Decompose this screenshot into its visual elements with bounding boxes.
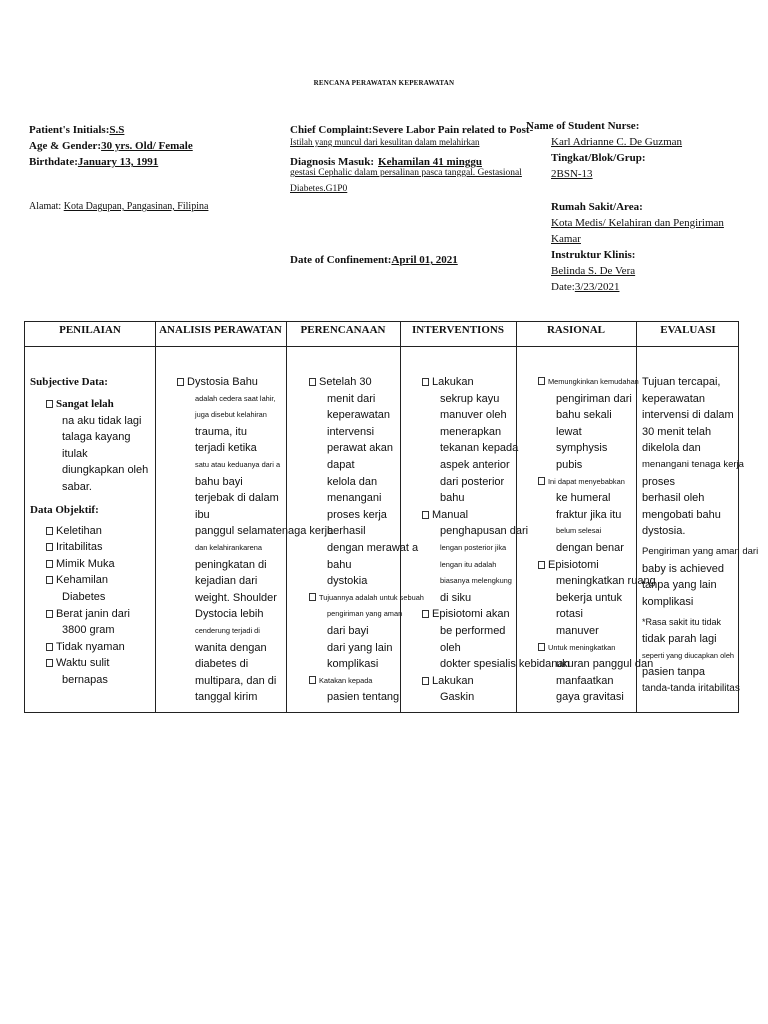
header-interventions: INTERVENTIONS (412, 324, 504, 336)
rasional-line: Ini dapat menyebabkan (538, 474, 656, 491)
header-penilaian: PENILAIAN (59, 324, 121, 336)
confinement-value: April 01, 2021 (391, 254, 458, 266)
level-value: 2BSN-13 (551, 168, 593, 180)
evaluasi-cell (642, 374, 758, 697)
interventions-line: lengan itu adalah (440, 559, 497, 569)
evaluasi-line: tidak parah lagi (642, 632, 717, 645)
rasional-line: pubis (556, 458, 583, 471)
perencanaan-line: dengan merawat a (327, 541, 419, 554)
birth-label: Birthdate: (29, 156, 78, 168)
objective-item: Berat janin dari (30, 606, 148, 623)
rasional-line: meningkatkan ruang (556, 575, 656, 588)
rasional-line: ukuran panggul dan (556, 658, 654, 671)
interventions-line: lengan posterior jika (440, 542, 507, 552)
checkbox-icon (46, 643, 53, 651)
rasional-line: Episiotomi (538, 557, 656, 574)
checkbox-icon (46, 400, 53, 408)
hospital-line-1: Kota Medis/ Kelahiran dan Pengiriman (551, 217, 724, 229)
interventions-line: aspek anterior (440, 458, 510, 471)
subjective-line: sabar. (62, 480, 92, 493)
checkbox-icon (46, 610, 53, 618)
checkbox-icon (422, 677, 429, 685)
interventions-line: Lakukan (422, 673, 570, 690)
complaint-label: Chief Complaint: (290, 124, 373, 136)
rasional-line: bekerja untuk (556, 591, 623, 604)
analisis-line: cenderung terjadi di (195, 625, 260, 635)
hospital-line-2: Kamar (551, 233, 581, 245)
date-label: Date: (551, 281, 575, 293)
objective-line: bernapas (62, 673, 108, 686)
rasional-line: dengan benar (556, 541, 624, 554)
header-rasional: RASIONAL (546, 324, 606, 336)
interventions-line: Gaskin (440, 691, 475, 704)
initials-label: Patient's Initials: (29, 124, 110, 136)
diagnosis-line-2: Diabetes.G1P0 (290, 184, 348, 194)
perencanaan-line: bahu (327, 558, 352, 571)
checkbox-icon (46, 527, 53, 535)
analisis-line: kejadian dari (195, 575, 258, 588)
rasional-line: lewat (556, 425, 582, 438)
checkbox-icon (422, 378, 429, 386)
subjective-item: Sangat lelah (30, 396, 148, 413)
evaluasi-line: menangani tenaga kerja (642, 458, 744, 470)
rasional-line: manuver (556, 624, 599, 637)
checkbox-icon (309, 593, 316, 601)
evaluasi-line: tanpa yang lain (642, 579, 717, 592)
page-title: RENCANA PERAWATAN KEPERAWATAN (313, 79, 455, 87)
patient-birthdate (29, 152, 158, 170)
complaint-note: Istilah yang muncul dari kesulitan dalam melahirkan (290, 137, 480, 147)
confinement-label: Date of Confinement: (290, 254, 392, 266)
analisis-line: dan kelahirankarena (195, 542, 262, 552)
rasional-line: bahu sekali (556, 409, 612, 422)
analisis-line: bahu bayi (195, 475, 243, 488)
analisis-line: diabetes di (195, 658, 249, 671)
header-analisis: ANALISIS PERAWATAN (159, 324, 282, 336)
checkbox-icon (46, 659, 53, 667)
objective-item: Tidak nyaman (30, 639, 148, 656)
column-divider (155, 322, 156, 712)
interventions-line: Episiotomi akan (422, 606, 570, 623)
rasional-line: belum selesai (556, 526, 602, 536)
evaluasi-line: Pengiriman yang aman dari (642, 545, 759, 557)
evaluasi-line: proses (642, 475, 676, 488)
analisis-line: adalah cedera saat lahir, (195, 393, 276, 403)
checkbox-icon (538, 377, 545, 385)
diagnosis-line-1: gestasi Cephalic dalam persalinan pasca tanggal. Gestasional (290, 168, 522, 178)
age-value: 30 yrs. Old/ Female (101, 140, 193, 152)
checkbox-icon (538, 561, 545, 569)
checkbox-icon (46, 543, 53, 551)
perencanaan-line: Setelah 30 (309, 374, 424, 391)
evaluasi-line: intervensi di dalam (642, 409, 734, 422)
header-evaluasi: EVALUASI (660, 324, 716, 336)
interventions-line: dari posterior (440, 475, 505, 488)
checkbox-icon (309, 378, 316, 386)
analisis-line: Dystocia lebih (195, 608, 264, 621)
checkbox-icon (422, 610, 429, 618)
checkbox-icon (422, 511, 429, 519)
instructor-label: Instruktur Klinis: (551, 249, 636, 261)
analisis-line: juga disebut kelahiran (195, 410, 267, 420)
analisis-line: weight. Shoulder (195, 591, 277, 604)
student-name-value: Karl Adrianne C. De Guzman (551, 136, 683, 148)
subjective-line: itulak (62, 447, 88, 460)
objective-item: Kehamilan (30, 572, 148, 589)
rasional-line: rotasi (556, 608, 583, 621)
perencanaan-line: pengiriman yang aman (327, 609, 403, 619)
subjective-line: talaga kayang (62, 431, 131, 444)
rasional-line: gaya gravitasi (556, 691, 624, 704)
perencanaan-line: komplikasi (327, 658, 379, 671)
address-label: Alamat: (29, 201, 62, 212)
analisis-line: terjadi ketika (195, 442, 257, 455)
date-value: 3/23/2021 (574, 281, 620, 293)
rasional-line: pengiriman dari (556, 392, 632, 405)
birth-value: January 13, 1991 (77, 156, 159, 168)
analisis-line: tanggal kirim (195, 691, 258, 704)
analisis-line: terjebak di dalam (195, 492, 279, 505)
perencanaan-line: Tujuannya adalah untuk sebuah (309, 590, 424, 607)
evaluasi-line: berhasil oleh (642, 492, 705, 505)
perencanaan-line: pasien tentang (327, 691, 400, 704)
header-perencanaan: PERENCANAAN (300, 324, 386, 336)
subjective-line: na aku tidak lagi (62, 414, 142, 427)
evaluasi-line: mengobati bahu (642, 508, 721, 521)
interventions-line: penghapusan dari (440, 525, 529, 538)
initials-value: S.S (109, 124, 125, 136)
perencanaan-line: dapat (327, 458, 355, 471)
plan-date (551, 281, 619, 293)
checkbox-icon (538, 643, 545, 651)
interventions-line: sekrup kayu (440, 392, 500, 405)
interventions-line: di siku (440, 591, 472, 604)
perencanaan-line: Katakan kepada (309, 673, 424, 690)
interventions-line: bahu (440, 492, 465, 505)
rasional-line: Memungkinkan kemudahan (538, 374, 656, 391)
objective-line: Diabetes (62, 590, 106, 603)
objective-heading: Data Objektif: (30, 503, 99, 516)
checkbox-icon (538, 477, 545, 485)
diagnosis-value: Kehamilan 41 minggu (378, 156, 482, 168)
rasional-line: ke humeral (556, 492, 611, 505)
analisis-line: satu atau keduanya dari a (195, 459, 281, 469)
diagnosis-label: Diagnosis Masuk: (290, 156, 375, 168)
objective-item: Iritabilitas (30, 539, 148, 556)
penilaian-cell (30, 374, 148, 689)
patient-address (29, 201, 208, 212)
interventions-line: Manual (422, 507, 570, 524)
subjective-heading: Subjective Data: (30, 376, 108, 388)
analisis-line: panggul selamatenaga kerja (195, 525, 334, 538)
evaluasi-line: pasien tanpa (642, 666, 705, 679)
evaluasi-line: seperti yang diucapkan oleh (642, 650, 735, 660)
subjective-line: diungkapkan oleh (62, 464, 149, 477)
perencanaan-line: dari yang lain (327, 641, 393, 654)
checkbox-icon (46, 576, 53, 584)
date-of-confinement (290, 250, 458, 268)
checkbox-icon (177, 378, 184, 386)
perencanaan-line: intervensi (327, 425, 375, 438)
objective-line: 3800 gram (62, 624, 115, 637)
interventions-line: dokter spesialis kebidanan (440, 658, 570, 671)
address-value: Kota Dagupan, Pangasinan, Filipina (63, 201, 209, 212)
interventions-line: manuver oleh (440, 409, 507, 422)
interventions-line: tekanan kepada (440, 442, 519, 455)
interventions-line: be performed (440, 624, 506, 637)
interventions-line: menerapkan (440, 425, 502, 438)
perencanaan-line: kelola dan (327, 475, 378, 488)
objective-item: Keletihan (30, 523, 148, 540)
header-divider (25, 346, 738, 347)
analisis-line: multipara, dan di (195, 674, 277, 687)
interventions-line: biasanya melengkung (440, 576, 512, 586)
evaluasi-line: komplikasi (642, 595, 694, 608)
perencanaan-line: berhasil (327, 525, 366, 538)
analisis-line: peningkatan di (195, 558, 267, 571)
perencanaan-line: perawat akan (327, 442, 394, 455)
rasional-cell (538, 374, 656, 706)
evaluasi-line: dystosia. (642, 525, 686, 538)
rasional-line: fraktur jika itu (556, 508, 622, 521)
objective-item: Mimik Muka (30, 556, 148, 573)
evaluasi-line: Tujuan tercapai, (642, 376, 721, 388)
evaluasi-line: keperawatan (642, 392, 705, 405)
evaluasi-line: baby is achieved (642, 562, 724, 575)
perencanaan-line: menangani (327, 492, 382, 505)
analisis-line: trauma, itu (195, 425, 247, 438)
perencanaan-line: dari bayi (327, 624, 369, 637)
evaluasi-line: *Rasa sakit itu tidak (642, 617, 722, 628)
perencanaan-line: proses kerja (327, 508, 387, 521)
objective-item: Waktu sulit (30, 655, 148, 672)
evaluasi-line: 30 menit telah (642, 425, 712, 438)
interventions-line: oleh (440, 641, 461, 654)
rasional-line: symphysis (556, 442, 608, 455)
complaint-value: Severe Labor Pain related to Post- (372, 124, 534, 136)
perencanaan-line: keperawatan (327, 409, 390, 422)
perencanaan-cell (309, 374, 424, 706)
level-label: Tingkat/Blok/Grup: (551, 152, 646, 164)
instructor-value: Belinda S. De Vera (551, 265, 636, 277)
perencanaan-line: menit dari (327, 392, 376, 405)
rasional-line: Untuk meningkatkan (538, 640, 656, 657)
perencanaan-line: dystokia (327, 575, 368, 588)
hospital-label: Rumah Sakit/Area: (551, 201, 643, 213)
rasional-line: manfaatkan (556, 674, 614, 687)
analisis-line: wanita dengan (195, 641, 267, 654)
checkbox-icon (309, 676, 316, 684)
student-name-label: Name of Student Nurse: (526, 120, 640, 132)
analisis-line: Dystosia Bahu (177, 374, 333, 391)
chief-complaint (290, 120, 533, 138)
age-label: Age & Gender: (29, 140, 102, 152)
evaluasi-line: dikelola dan (642, 442, 701, 455)
evaluasi-line: tanda-tanda iritabilitas (642, 682, 740, 694)
analisis-line: ibu (195, 508, 210, 521)
interventions-line: Lakukan (422, 374, 570, 391)
care-plan-table (24, 321, 759, 713)
checkbox-icon (46, 560, 53, 568)
